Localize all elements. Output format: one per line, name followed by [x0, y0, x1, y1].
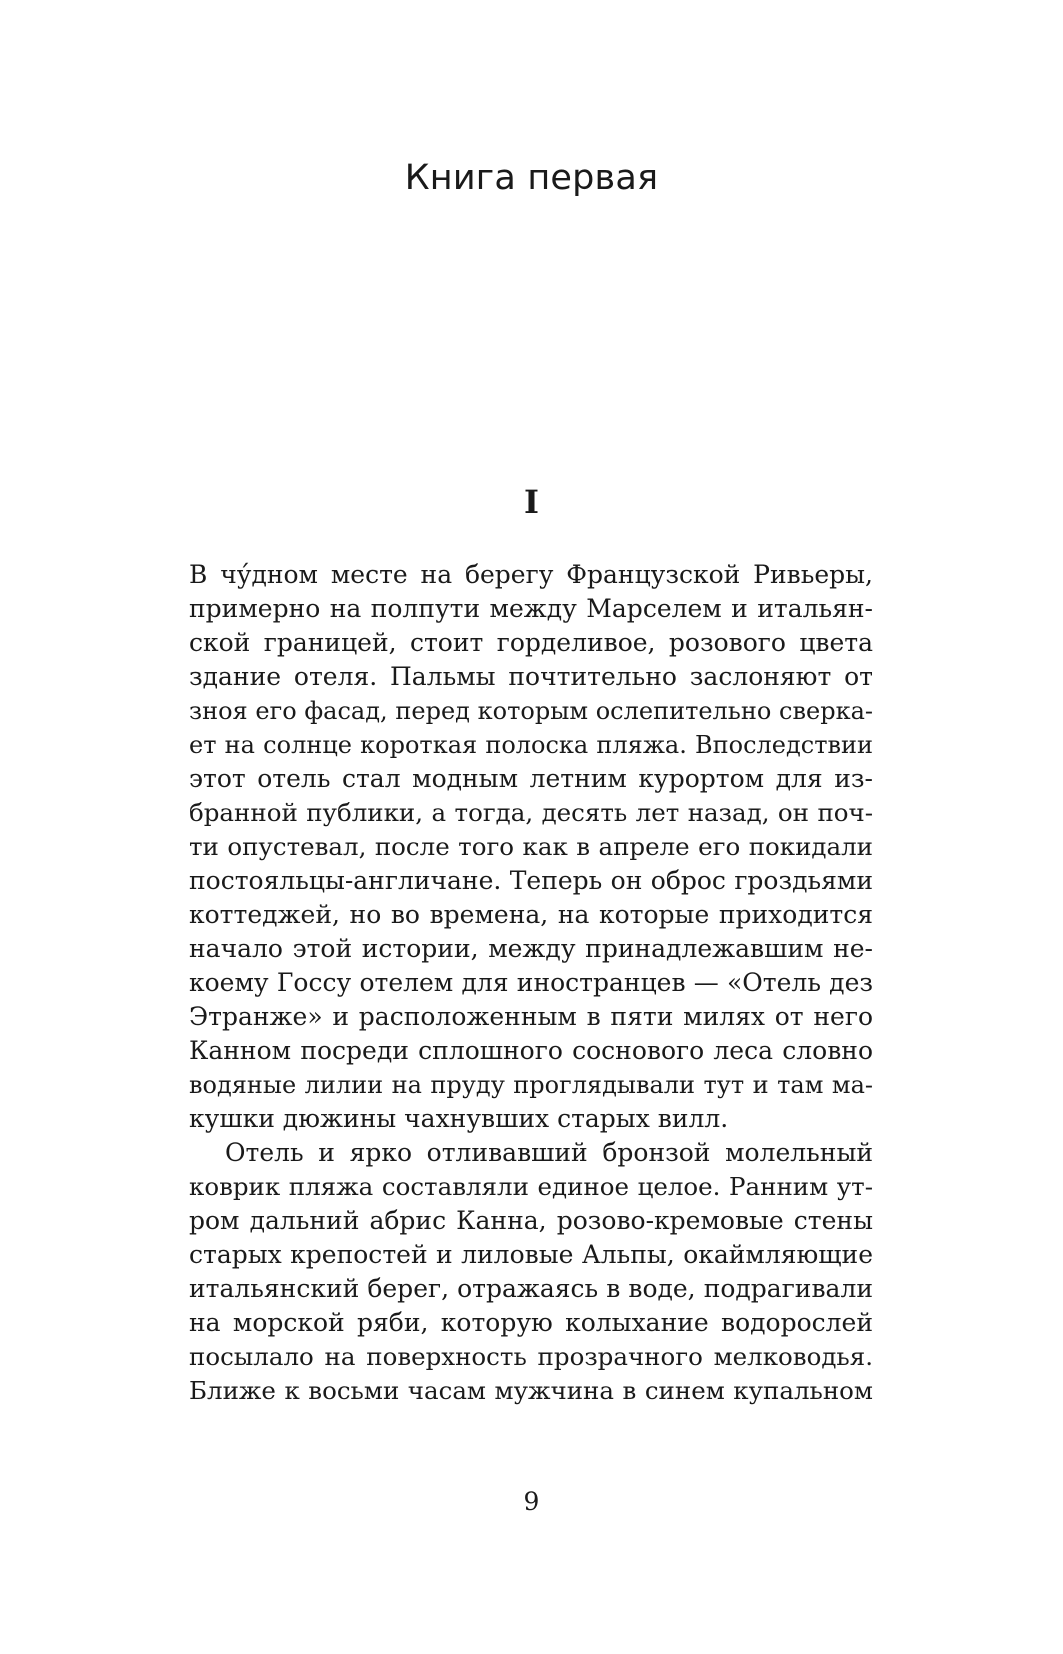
text-line: ской границей, стоит горделивое, розового цвета [189, 628, 873, 657]
text-line: постояльцы-англичане. Теперь он оброс гроздьями [189, 866, 873, 895]
text-line: коврик пляжа составляли единое целое. Ранним ут- [189, 1172, 873, 1201]
text-line: зноя его фасад, перед которым ослепительно сверка- [189, 697, 873, 725]
text-line: ет на солнце короткая полоска пляжа. Впоследствии [189, 731, 873, 759]
text-line: коттеджей, но во времена, на которые приходится [189, 900, 873, 929]
text-line: старых крепостей и лиловые Альпы, окаймляющие [189, 1240, 873, 1269]
text-line: примерно на полпути между Марселем и итальян- [189, 594, 873, 623]
text-line: Ближе к восьми часам мужчина в синем купальном [189, 1376, 873, 1405]
text-line: коему Госсу отелем для иностранцев — «Отель дез [189, 968, 873, 997]
text-line: этот отель стал модным летним курортом для из- [189, 764, 873, 793]
text-line: Отель и ярко отливавший бронзой молельный [225, 1138, 873, 1167]
text-line: ром дальний абрис Канна, розово-кремовые стены [189, 1206, 873, 1235]
paragraph-1 [189, 558, 873, 1136]
paragraph-2 [189, 1136, 873, 1408]
text-line: на морской ряби, которую колыхание водорослей [189, 1308, 873, 1337]
text-line: кушки дюжины чахнувших старых вилл. [189, 1104, 729, 1133]
book-title: Книга первая [404, 158, 659, 198]
chapter-number: I [524, 483, 539, 521]
text-line: водяные лилии на пруду проглядывали тут и там ма- [189, 1071, 873, 1099]
text-line: начало этой истории, между принадлежавшим не- [189, 934, 873, 963]
text-line: здание отеля. Пальмы почтительно заслоняют от [189, 662, 873, 691]
text-line: бранной публики, а тогда, десять лет назад, он поч- [189, 798, 873, 827]
text-line: Канном посреди сплошного соснового леса словно [189, 1036, 873, 1065]
text-line: ти опустевал, после того как в апреле его покидали [189, 832, 873, 861]
text-line: Этранже» и расположенным в пяти милях от него [189, 1002, 873, 1031]
text-line: итальянский берег, отражаясь в воде, подрагивали [189, 1274, 873, 1303]
page-number: 9 [523, 1487, 540, 1516]
text-line: посылало на поверхность прозрачного мелководья. [189, 1342, 873, 1371]
body-text [189, 558, 873, 1408]
text-line: В чу́дном месте на берегу Французской Ривьеры, [189, 560, 873, 589]
